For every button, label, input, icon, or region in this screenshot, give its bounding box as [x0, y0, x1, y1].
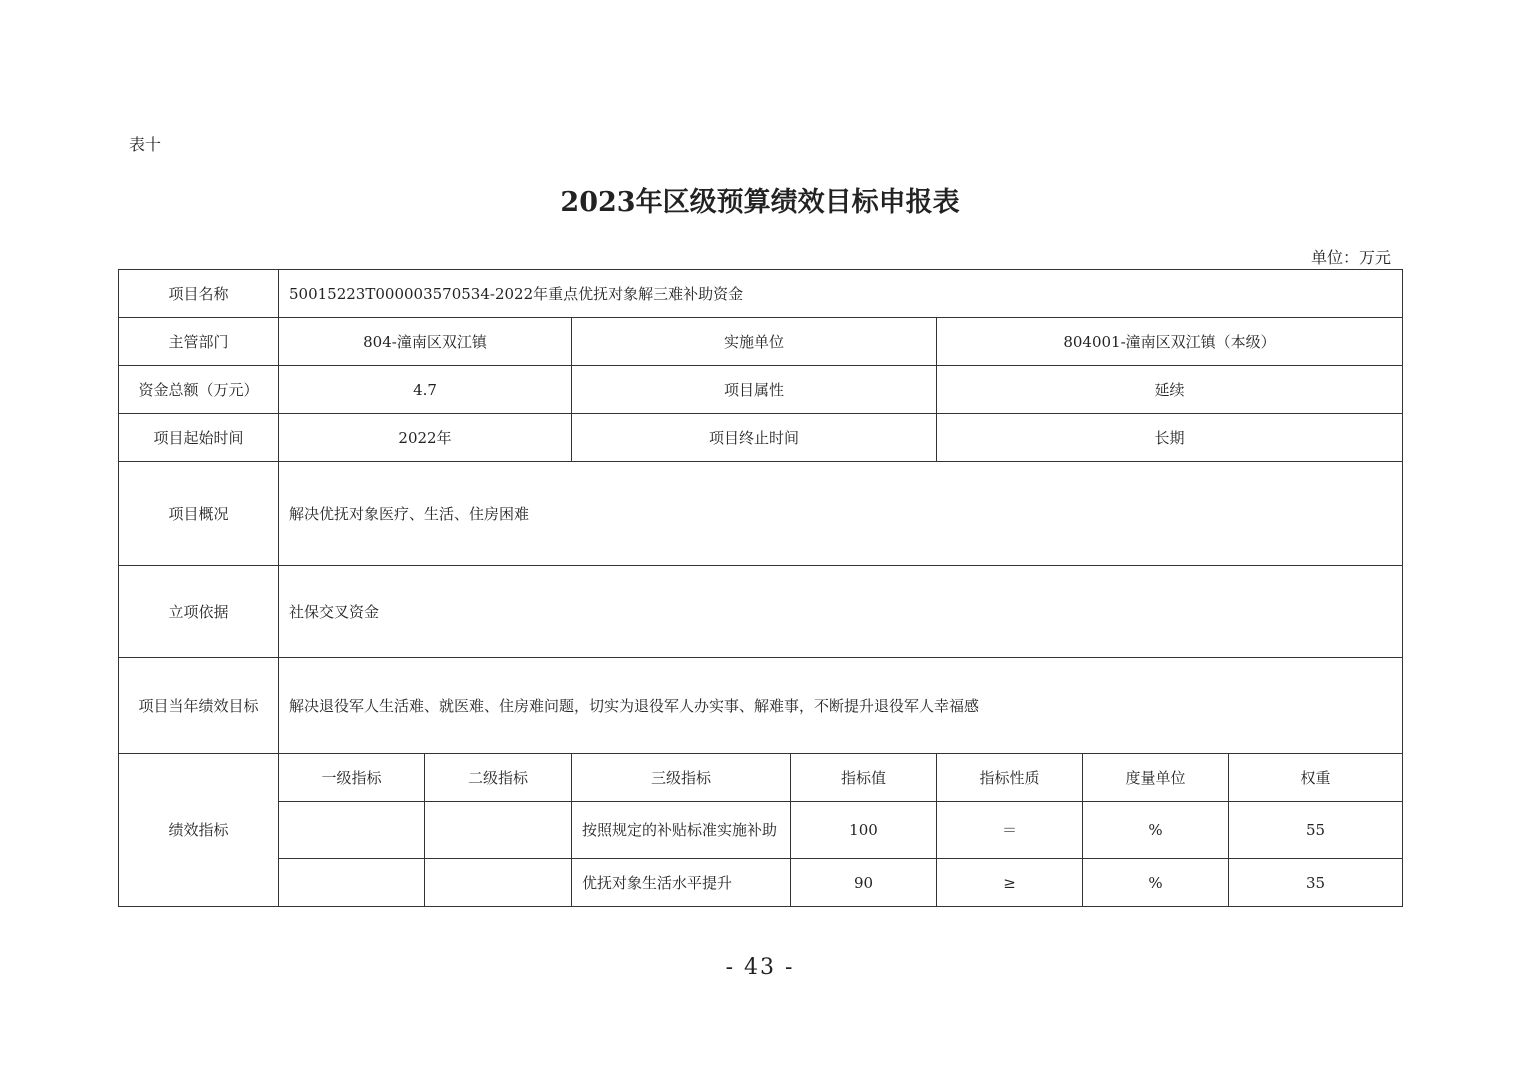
table-cell	[425, 802, 572, 859]
table-cell: 100	[791, 802, 937, 859]
table-row	[119, 802, 1403, 859]
page-number: - 43 -	[725, 955, 795, 980]
indicators-label: 绩效指标	[119, 754, 279, 907]
attribute-label: 项目属性	[572, 366, 937, 414]
table-cell: %	[1083, 859, 1229, 907]
overview-label: 项目概况	[119, 462, 279, 566]
table-cell	[425, 859, 572, 907]
column-header: 二级指标	[425, 754, 572, 802]
budget-performance-table	[118, 269, 1403, 907]
end-time-label: 项目终止时间	[572, 414, 937, 462]
table-row	[119, 859, 1403, 907]
basis-label: 立项依据	[119, 566, 279, 658]
column-header: 指标性质	[937, 754, 1083, 802]
table-cell	[279, 802, 425, 859]
annual-goal-value: 解决退役军人生活难、就医难、住房难问题，切实为退役军人办实事、解难事，不断提升退役军人幸福感	[279, 658, 1403, 754]
implementer-value: 804001-潼南区双江镇（本级）	[937, 318, 1403, 366]
annual-goal-label: 项目当年绩效目标	[119, 658, 279, 754]
end-time-value: 长期	[937, 414, 1403, 462]
table-cell: 55	[1229, 802, 1403, 859]
basis-value: 社保交叉资金	[279, 566, 1403, 658]
table-label: 表十	[129, 135, 162, 154]
column-header: 指标值	[791, 754, 937, 802]
document-title: 2023年区级预算绩效目标申报表	[560, 187, 960, 218]
table-cell: 35	[1229, 859, 1403, 907]
department-label: 主管部门	[119, 318, 279, 366]
table-cell: ≥	[937, 859, 1083, 907]
table-cell: 优抚对象生活水平提升	[572, 859, 791, 907]
column-header: 一级指标	[279, 754, 425, 802]
total-funds-label: 资金总额（万元）	[119, 366, 279, 414]
attribute-value: 延续	[937, 366, 1403, 414]
table-cell: ＝	[937, 802, 1083, 859]
table-cell: %	[1083, 802, 1229, 859]
implementer-label: 实施单位	[572, 318, 937, 366]
project-name-label: 项目名称	[119, 270, 279, 318]
start-time-value: 2022年	[279, 414, 572, 462]
column-header: 度量单位	[1083, 754, 1229, 802]
project-name-value: 50015223T000003570534-2022年重点优抚对象解三难补助资金	[279, 270, 1403, 318]
start-time-label: 项目起始时间	[119, 414, 279, 462]
column-header: 三级指标	[572, 754, 791, 802]
table-cell	[279, 859, 425, 907]
department-value: 804-潼南区双江镇	[279, 318, 572, 366]
table-cell: 按照规定的补贴标准实施补助	[572, 802, 791, 859]
unit-label: 单位：万元	[1310, 248, 1391, 267]
column-header: 权重	[1229, 754, 1403, 802]
total-funds-value: 4.7	[279, 366, 572, 414]
overview-value: 解决优抚对象医疗、生活、住房困难	[279, 462, 1403, 566]
table-cell: 90	[791, 859, 937, 907]
